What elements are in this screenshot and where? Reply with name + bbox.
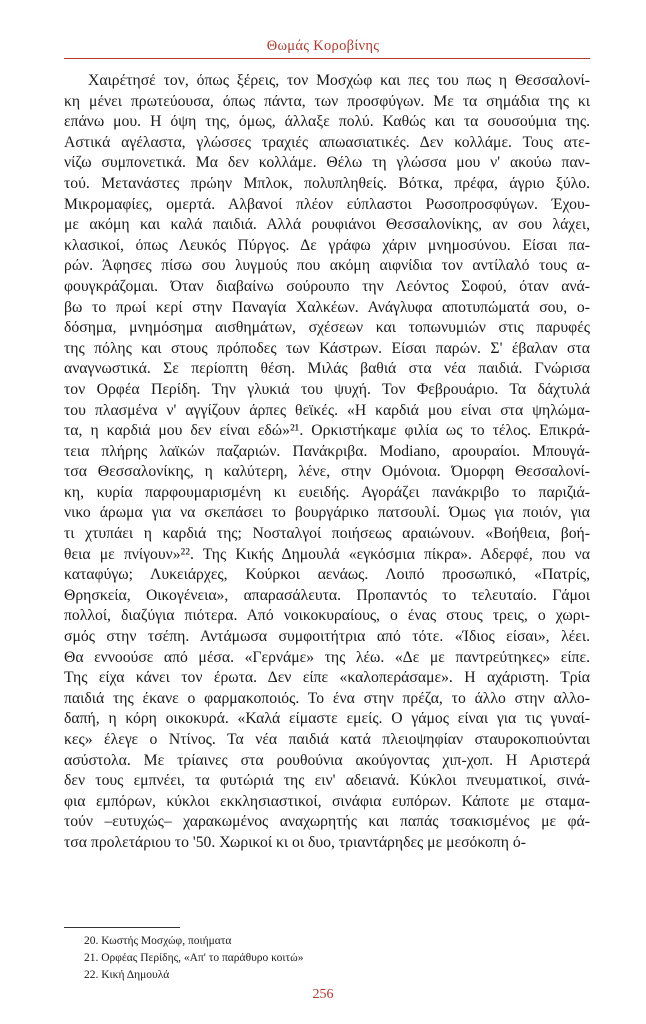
body-line: του πλασμένα ν' αγγίζουν άρπες θεϊκές. «Η καρδιά μου είναι στα ψηλώμα- (64, 401, 590, 419)
body-line: Θρησκεία, Οικογένεια», απαρασάλευτα. Προπαντός το τελευταίο. Γάμοι (64, 586, 590, 604)
body-line: τεια πλήρης λαϊκών παζαριών. Πανάκριβα. Modiano, αρουραίοι. Μπουγά- (64, 442, 590, 460)
body-line: κλασικοί, όπως Λευκός Πύργος. Δε γράφω χάριν μνημοσύνου. Είσαι πα- (64, 236, 590, 254)
body-line: τσα Θεσσαλονίκης, η καλύτερη, λένε, στην Ομόνοια. Όμορφη Θεσσαλονί- (64, 463, 590, 481)
footnote: 22. Κική Δημουλά (84, 969, 170, 981)
body-line: καταφύγω; Λυκειάρχες, Κούρκοι αενάως. Λοιπό προσωπικό, «Πατρίς, (64, 566, 590, 584)
footnote: 21. Ορφέας Περίδης, «Απ' το παράθυρο κοιτώ» (84, 952, 304, 964)
body-line: επάνω μου. Η όψη της, όμως, άλλαξε πολύ. Καθώς και τα σουσούμια της. (64, 113, 590, 131)
header-divider (64, 58, 590, 59)
body-line: νικο άρωμα για να σκεπάσει το βουργάρικο πατσουλί. Όμως για ποιόν, για (64, 504, 590, 522)
body-line: ρών. Άφησες πίσω σου λυγμούς που ακόμη αιφνίδια τον αντίλαλό τους α- (64, 257, 590, 275)
body-line: φια εμπόρων, κύκλοι εκκλησιαστικοί, σινάφια ευπόρων. Κάποτε με σταμα- (64, 792, 590, 810)
body-line: της πόλης και στους πρόποδες των Κάστρων. Είσαι παρών. Σ' έβαλαν στα (64, 339, 590, 357)
running-header: Θωμάς Κοροβίνης (266, 38, 380, 54)
body-line: δόσημα, μνημόσημα αισθημάτων, σχέσεων και τοπωνυμιών στις παρυφές (64, 319, 590, 337)
body-line: πολλοί, διαζύγια πιότερα. Από νοικοκυραίους, ο ένας στους τρεις, ο χωρι- (64, 607, 590, 625)
body-line: Θα εννοούσε από μέσα. «Γερνάμε» της λέω. «Δε με παντρεύτηκες» είπε. (64, 648, 590, 666)
body-line: ασύστολα. Με τρίαινες στα ρουθούνια ακούγοντας χιπ-χοπ. Η Αριστερά (64, 751, 590, 769)
footnote: 20. Κωστής Μοσχώφ, ποιήματα (84, 935, 232, 947)
body-line: τον Ορφέα Περίδη. Την γλυκιά του ψυχή. Τον Φεβρουάριο. Τα δάχτυλά (64, 380, 590, 398)
body-line: Χαιρέτησέ τον, όπως ξέρεις, τον Μοσχώφ και πες του πως η Θεσσαλονί- (88, 72, 590, 89)
body-line: τσα προλετάριου το '50. Χωρικοί κι οι δυο, τριαντάρηδες με μεσόκοπη ό- (64, 833, 526, 851)
body-line: αναγνωστικά. Σε περίοπτη θέση. Μιλάς βαθιά στα νέα παιδιά. Γνώρισα (64, 360, 590, 378)
body-line: τού. Μετανάστες πρώην Μπλοκ, πολυπληθείς. Βότκα, πρέφα, άγριο ξύλο. (64, 174, 590, 192)
body-line: δεν τους εμπνέει, τα φυτώριά της ειν' αδειανά. Κύκλοι πνευματικοί, σινά- (64, 772, 590, 790)
footnotes (64, 933, 590, 984)
body-line: Της είχα κάνει τον έρωτα. Δεν είπε «καλοπεράσαμε». Η αχάριστη. Τρία (64, 669, 590, 687)
body-line: κη μένει πρωτεύουσα, όπως πάντα, των προσφύγων. Με τα σημάδια της κι (64, 92, 590, 110)
footnote-divider (64, 927, 180, 928)
body-line: κες» έλεγε ο Ντίνος. Τα νέα παιδιά κατά πλειοψηφίαν σταυροκοπιούνται (64, 731, 590, 748)
body-line: τα, η καρδιά μου δεν είναι εδώ»²¹. Ορκιστήκαμε φιλία ως το τέλος. Επικρά- (64, 422, 590, 440)
page-number: 256 (312, 987, 334, 1002)
body-line: τι χτυπάει η καρδιά της; Νοσταλγοί ποιήσεως αραιώνουν. «Βοήθεια, βοή- (64, 525, 590, 543)
body-line: Μικρομαφίες, ομερτά. Αλβανοί πλέον εύπλαστοι Ρωσοπροσφύγων. Έχου- (64, 195, 590, 213)
body-line: κη, κυρία παρφουμαρισμένη κι ευειδής. Αγοράζει πανάκριβο το παριζιά- (64, 483, 590, 501)
body-line: με ακόμη και καλά παιδιά. Αλλά ρουφιάνοι Θεσσαλονίκης, αν σου λάχει, (64, 216, 590, 234)
body-line: νίζω συμπονετικά. Μα δεν κολλάμε. Θέλω τη γλώσσα μου ν' ακούω παν- (64, 154, 590, 172)
body-line: Αστικά αγέλαστα, γλώσσες τραχιές απωασιατικές. Δεν κολλάμε. Τους ατε- (64, 133, 590, 151)
body-line: τούν –ευτυχώς– χαρακωμένος αναχωρητής και παπάς τσακισμένος με φά- (64, 813, 590, 831)
body-line: φουγκράζομαι. Όταν διαβαίνω σούρουπο την Λεόντος Σοφού, όταν ανά- (64, 277, 590, 295)
body-text (64, 71, 590, 854)
body-line: σμός στην τσέπη. Αντάμωσα συμφοιτήτρια από τότε. «Ίδιος είσαι», λέει. (64, 628, 590, 646)
body-line: παιδιά της έκανε ο φαρμακοποιός. Το ένα στην πρέζα, το άλλο στην αλλο- (64, 689, 590, 707)
body-line: θεια με πνίγουν»²². Της Κικής Δημουλά «εγκόσμια πίκρα». Αδερφέ, που να (64, 545, 590, 563)
body-line: δαπή, η κόρη οικοκυρά. «Καλά είμαστε εμείς. Ο γάμος είναι για τις γυναί- (64, 710, 590, 728)
body-line: βω το πρωί κερί στην Παναγία Χαλκέων. Ανάγλυφα αποτυπώματά σου, ο- (64, 298, 590, 316)
